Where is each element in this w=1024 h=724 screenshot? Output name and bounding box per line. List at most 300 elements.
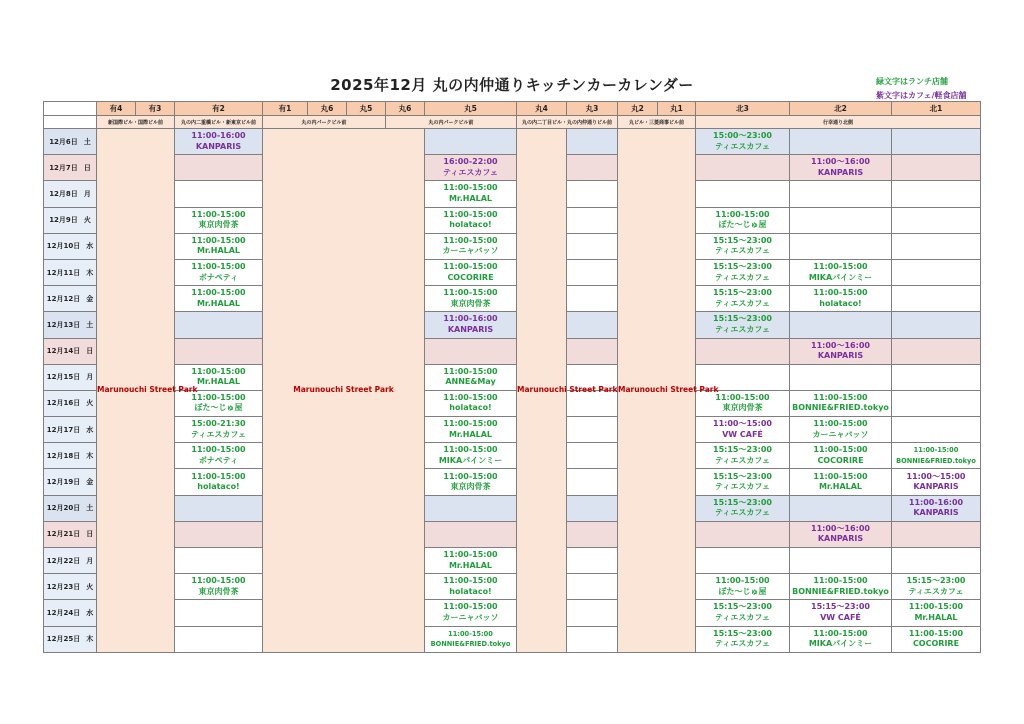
vendor-shop: KANPARIS bbox=[447, 324, 494, 334]
vendor-shop: ティエスカフェ bbox=[191, 429, 246, 439]
vendor-time: 11:00-15:00 bbox=[908, 628, 964, 638]
slot-yu2 bbox=[175, 626, 263, 652]
vendor-time: 15:15～23:00 bbox=[713, 288, 772, 298]
slot-maru5 bbox=[425, 548, 517, 574]
vendor-time: 15:15～23:00 bbox=[906, 576, 966, 586]
vendor-shop: holataco! bbox=[197, 482, 240, 492]
vendor-shop: 東京肉骨茶 bbox=[722, 403, 763, 413]
date-label: 12月16日 bbox=[46, 399, 81, 408]
vendor-shop: ぼた～じゅ屋 bbox=[718, 586, 767, 596]
slot-kita1 bbox=[892, 443, 981, 469]
date-label: 12月12日 bbox=[46, 294, 81, 303]
vendor-time: 11:00～16:00 bbox=[811, 340, 870, 350]
weekday-label: 水 bbox=[86, 242, 94, 251]
slot-kita2 bbox=[790, 233, 892, 259]
slot-maru5 bbox=[425, 207, 517, 233]
weekday-label: 土 bbox=[86, 504, 94, 513]
vendor-time: 11:00-15:00 bbox=[908, 602, 964, 612]
slot-maru5 bbox=[425, 233, 517, 259]
slot-kita1 bbox=[892, 574, 981, 600]
slot-kita3 bbox=[696, 443, 790, 469]
slot-kita3 bbox=[696, 600, 790, 626]
vendor-time: 11:00-15:00 bbox=[191, 262, 246, 272]
date-cell bbox=[44, 155, 97, 181]
weekday-label: 土 bbox=[86, 320, 94, 329]
vendor-time: 15:15～23:00 bbox=[713, 471, 772, 481]
slot-kita1 bbox=[892, 207, 981, 233]
slot-yu2 bbox=[175, 390, 263, 416]
day-row bbox=[44, 417, 981, 443]
date-cell bbox=[44, 207, 97, 233]
location-yu4-yu3: 新国際ビル・国際ビル前 bbox=[97, 116, 175, 129]
street-park-maru2: Marunouchi Street Park bbox=[618, 129, 696, 653]
vendor-time: 11:00-15:00 bbox=[443, 445, 498, 455]
date-cell bbox=[44, 574, 97, 600]
header-row-locations bbox=[44, 116, 981, 129]
vendor-shop: BONNIE&FRIED.tokyo bbox=[430, 640, 511, 649]
calendar-table bbox=[43, 101, 981, 653]
vendor-shop: VW CAFÉ bbox=[820, 612, 861, 622]
header-maru6: 丸6 bbox=[308, 102, 347, 116]
location-kita: 行幸通り北側 bbox=[696, 116, 981, 129]
street-park-maru: Marunouchi Street Park bbox=[263, 129, 425, 653]
vendor-time: 11:00-15:00 bbox=[443, 471, 498, 481]
vendor-shop: ティエスカフェ bbox=[908, 586, 964, 596]
day-row bbox=[44, 626, 981, 652]
slot-kita3 bbox=[696, 574, 790, 600]
vendor-shop: カーニャバッソ bbox=[442, 246, 499, 256]
weekday-label: 金 bbox=[86, 294, 94, 303]
weekday-label: 金 bbox=[86, 478, 94, 487]
vendor-shop: 東京肉骨茶 bbox=[198, 220, 239, 230]
vendor-shop: 東京肉骨茶 bbox=[198, 586, 239, 596]
slot-maru5 bbox=[425, 443, 517, 469]
vendor-time: 11:00-15:00 bbox=[443, 262, 498, 272]
vendor-shop: COCORIRE bbox=[817, 455, 864, 465]
date-cell bbox=[44, 364, 97, 390]
vendor-time: 11:00-15:00 bbox=[715, 576, 770, 586]
date-label: 12月21日 bbox=[46, 530, 81, 539]
vendor-time: 11:00-15:00 bbox=[813, 628, 868, 638]
slot-kita1 bbox=[892, 390, 981, 416]
date-cell bbox=[44, 181, 97, 207]
vendor-time: 11:00～15:00 bbox=[906, 471, 966, 481]
slot-kita2 bbox=[790, 259, 892, 285]
slot-yu2 bbox=[175, 181, 263, 207]
vendor-shop: ティエスカフェ bbox=[715, 612, 770, 622]
slot-kita2 bbox=[790, 390, 892, 416]
slot-yu2 bbox=[175, 129, 263, 155]
date-label: 12月6日 bbox=[49, 137, 78, 146]
day-row bbox=[44, 129, 981, 155]
vendor-shop: ANNE&May bbox=[445, 377, 496, 387]
vendor-shop: ティエスカフェ bbox=[443, 167, 498, 177]
header-yu3: 有3 bbox=[136, 102, 175, 116]
vendor-shop: ボナペティ bbox=[198, 272, 239, 282]
location-yu1-maru5: 丸の内パークビル前 bbox=[263, 116, 386, 129]
vendor-shop: holataco! bbox=[449, 220, 492, 230]
slot-yu2 bbox=[175, 155, 263, 181]
header-row-spots bbox=[44, 102, 981, 116]
date-label: 12月25日 bbox=[46, 635, 81, 644]
header-maru5b: 丸5 bbox=[425, 102, 517, 116]
slot-kita1 bbox=[892, 364, 981, 390]
slot-maru3 bbox=[567, 521, 618, 547]
slot-kita2 bbox=[790, 600, 892, 626]
slot-kita2 bbox=[790, 417, 892, 443]
slot-maru5 bbox=[425, 286, 517, 312]
slot-kita3 bbox=[696, 129, 790, 155]
slot-maru3 bbox=[567, 286, 618, 312]
vendor-shop: ティエスカフェ bbox=[715, 324, 770, 334]
vendor-time: 15:00-21:30 bbox=[191, 419, 246, 429]
vendor-time: 11:00-15:00 bbox=[443, 576, 498, 586]
vendor-time: 15:15～23:00 bbox=[713, 497, 772, 507]
date-cell bbox=[44, 233, 97, 259]
day-row bbox=[44, 233, 981, 259]
weekday-label: 火 bbox=[86, 582, 94, 591]
slot-maru3 bbox=[567, 600, 618, 626]
slot-kita3 bbox=[696, 469, 790, 495]
slot-maru5 bbox=[425, 626, 517, 652]
street-park-maru4: Marunouchi Street Park bbox=[517, 129, 567, 653]
vendor-time: 11:00-15:00 bbox=[443, 366, 498, 376]
vendor-shop: Mr.HALAL bbox=[914, 612, 958, 622]
vendor-shop: VW CAFÉ bbox=[722, 429, 763, 439]
vendor-time: 11:00-16:00 bbox=[908, 497, 964, 507]
slot-yu2 bbox=[175, 469, 263, 495]
vendor-time: 15:15～23:00 bbox=[811, 602, 870, 612]
weekday-label: 木 bbox=[86, 268, 94, 277]
location-maru4-maru3: 丸の内二丁目ビル・丸の内仲通りビル前 bbox=[517, 116, 618, 129]
vendor-shop: ボナペティ bbox=[198, 455, 239, 465]
date-label: 12月8日 bbox=[49, 189, 78, 198]
vendor-shop: MIKAパインミー bbox=[808, 272, 873, 282]
vendor-time: 11:00-15:00 bbox=[443, 235, 498, 245]
day-row bbox=[44, 443, 981, 469]
vendor-time: 15:15～23:00 bbox=[713, 314, 772, 324]
vendor-shop: Mr.HALAL bbox=[448, 193, 493, 203]
header-maru2: 丸2 bbox=[618, 102, 658, 116]
slot-yu2 bbox=[175, 338, 263, 364]
day-row bbox=[44, 155, 981, 181]
vendor-time: 11:00-15:00 bbox=[913, 446, 959, 455]
header-kita2: 北2 bbox=[790, 102, 892, 116]
slot-kita1 bbox=[892, 286, 981, 312]
slot-kita2 bbox=[790, 286, 892, 312]
slot-maru3 bbox=[567, 574, 618, 600]
date-label: 12月15日 bbox=[46, 373, 81, 382]
header-kita1: 北1 bbox=[892, 102, 981, 116]
slot-kita3 bbox=[696, 155, 790, 181]
date-label: 12月22日 bbox=[46, 556, 81, 565]
location-yu2: 丸の内二重橋ビル・新東京ビル前 bbox=[175, 116, 263, 129]
date-label: 12月14日 bbox=[46, 347, 81, 356]
slot-maru3 bbox=[567, 233, 618, 259]
slot-kita3 bbox=[696, 548, 790, 574]
vendor-shop: ティエスカフェ bbox=[715, 298, 770, 308]
date-label: 12月17日 bbox=[46, 425, 81, 434]
day-row bbox=[44, 495, 981, 521]
vendor-time: 16:00-22:00 bbox=[443, 157, 498, 167]
header-maru4: 丸4 bbox=[517, 102, 567, 116]
date-cell bbox=[44, 286, 97, 312]
date-label: 12月24日 bbox=[46, 608, 81, 617]
date-cell bbox=[44, 443, 97, 469]
slot-kita1 bbox=[892, 259, 981, 285]
vendor-shop: KANPARIS bbox=[817, 167, 864, 177]
slot-maru3 bbox=[567, 338, 618, 364]
slot-kita3 bbox=[696, 207, 790, 233]
vendor-shop: COCORIRE bbox=[912, 639, 960, 649]
slot-kita3 bbox=[696, 417, 790, 443]
date-label: 12月10日 bbox=[46, 242, 81, 251]
vendor-time: 11:00-15:00 bbox=[191, 235, 246, 245]
vendor-shop: ティエスカフェ bbox=[715, 639, 770, 649]
weekday-label: 木 bbox=[86, 451, 94, 460]
vendor-shop: BONNIE&FRIED.tokyo bbox=[792, 403, 889, 413]
vendor-shop: Mr.HALAL bbox=[196, 246, 241, 256]
slot-kita3 bbox=[696, 495, 790, 521]
header-blank bbox=[44, 102, 97, 116]
vendor-shop: BONNIE&FRIED.tokyo bbox=[896, 456, 976, 465]
slot-maru5 bbox=[425, 155, 517, 181]
header-yu2: 有2 bbox=[175, 102, 263, 116]
slot-maru3 bbox=[567, 469, 618, 495]
date-cell bbox=[44, 469, 97, 495]
day-row bbox=[44, 390, 981, 416]
date-label: 12月18日 bbox=[46, 451, 81, 460]
vendor-time: 11:00-15:00 bbox=[191, 366, 246, 376]
vendor-time: 11:00-15:00 bbox=[715, 392, 770, 402]
weekday-label: 木 bbox=[86, 635, 94, 644]
vendor-shop: 東京肉骨茶 bbox=[450, 482, 491, 492]
day-row bbox=[44, 259, 981, 285]
slot-kita3 bbox=[696, 390, 790, 416]
weekday-label: 日 bbox=[86, 530, 94, 539]
slot-yu2 bbox=[175, 548, 263, 574]
slot-kita3 bbox=[696, 521, 790, 547]
vendor-shop: KANPARIS bbox=[195, 141, 242, 151]
vendor-time: 11:00～16:00 bbox=[811, 523, 870, 533]
vendor-time: 11:00-15:00 bbox=[813, 288, 868, 298]
slot-yu2 bbox=[175, 207, 263, 233]
slot-kita2 bbox=[790, 129, 892, 155]
vendor-shop: カーニャバッソ bbox=[812, 429, 869, 439]
header-maru6b: 丸6 bbox=[386, 102, 425, 116]
day-row bbox=[44, 600, 981, 626]
vendor-time: 15:15～23:00 bbox=[713, 235, 772, 245]
date-cell bbox=[44, 626, 97, 652]
vendor-shop: KANPARIS bbox=[913, 508, 959, 518]
day-row bbox=[44, 286, 981, 312]
vendor-time: 15:15～23:00 bbox=[713, 628, 772, 638]
header-kita3: 北3 bbox=[696, 102, 790, 116]
page-title: 2025年12月 丸の内仲通りキッチンカーカレンダー bbox=[330, 76, 694, 94]
vendor-shop: ティエスカフェ bbox=[715, 455, 770, 465]
street-park-yu: Marunouchi Street Park bbox=[97, 129, 175, 653]
slot-maru3 bbox=[567, 259, 618, 285]
date-cell bbox=[44, 390, 97, 416]
header-maru1: 丸1 bbox=[658, 102, 696, 116]
vendor-time: 15:15～23:00 bbox=[713, 602, 772, 612]
slot-kita2 bbox=[790, 338, 892, 364]
slot-yu2 bbox=[175, 312, 263, 338]
slot-maru5 bbox=[425, 495, 517, 521]
date-cell bbox=[44, 495, 97, 521]
vendor-time: 11:00-15:00 bbox=[191, 445, 246, 455]
date-cell bbox=[44, 521, 97, 547]
slot-maru5 bbox=[425, 600, 517, 626]
date-cell bbox=[44, 417, 97, 443]
vendor-shop: Mr.HALAL bbox=[448, 429, 493, 439]
header-yu1: 有1 bbox=[263, 102, 308, 116]
vendor-shop: Mr.HALAL bbox=[196, 298, 241, 308]
header-yu4: 有4 bbox=[97, 102, 136, 116]
slot-yu2 bbox=[175, 495, 263, 521]
vendor-time: 11:00-15:00 bbox=[443, 392, 498, 402]
header-maru5: 丸5 bbox=[347, 102, 386, 116]
weekday-label: 土 bbox=[83, 137, 91, 146]
slot-kita2 bbox=[790, 574, 892, 600]
vendor-shop: KANPARIS bbox=[817, 534, 864, 544]
slot-maru5 bbox=[425, 129, 517, 155]
date-label: 12月19日 bbox=[46, 478, 81, 487]
slot-maru3 bbox=[567, 443, 618, 469]
vendor-shop: MIKAパインミー bbox=[438, 455, 503, 465]
vendor-time: 11:00-15:00 bbox=[191, 392, 246, 402]
slot-maru3 bbox=[567, 548, 618, 574]
vendor-shop: Mr.HALAL bbox=[448, 560, 493, 570]
slot-kita1 bbox=[892, 181, 981, 207]
slot-kita2 bbox=[790, 443, 892, 469]
slot-yu2 bbox=[175, 600, 263, 626]
vendor-shop: ティエスカフェ bbox=[715, 508, 770, 518]
slot-kita1 bbox=[892, 495, 981, 521]
slot-kita3 bbox=[696, 286, 790, 312]
vendor-shop: ぼた～じゅ屋 bbox=[718, 220, 767, 230]
vendor-shop: Mr.HALAL bbox=[818, 482, 863, 492]
weekday-label: 日 bbox=[83, 163, 91, 172]
slot-kita1 bbox=[892, 338, 981, 364]
slot-maru3 bbox=[567, 155, 618, 181]
day-row bbox=[44, 181, 981, 207]
weekday-label: 水 bbox=[86, 425, 94, 434]
date-label: 12月7日 bbox=[49, 163, 78, 172]
slot-kita1 bbox=[892, 233, 981, 259]
header-blank bbox=[44, 116, 97, 129]
slot-kita2 bbox=[790, 548, 892, 574]
slot-yu2 bbox=[175, 259, 263, 285]
slot-kita2 bbox=[790, 181, 892, 207]
slot-maru3 bbox=[567, 181, 618, 207]
date-cell bbox=[44, 600, 97, 626]
vendor-time: 11:00-15:00 bbox=[191, 471, 246, 481]
weekday-label: 月 bbox=[86, 373, 94, 382]
vendor-time: 11:00-16:00 bbox=[443, 314, 498, 324]
vendor-time: 11:00-15:00 bbox=[191, 288, 246, 298]
vendor-shop: holataco! bbox=[449, 586, 492, 596]
vendor-shop: 東京肉骨茶 bbox=[450, 298, 491, 308]
vendor-shop: ティエスカフェ bbox=[715, 482, 770, 492]
vendor-time: 11:00～16:00 bbox=[811, 157, 870, 167]
slot-kita2 bbox=[790, 469, 892, 495]
slot-kita1 bbox=[892, 521, 981, 547]
slot-kita3 bbox=[696, 181, 790, 207]
day-row bbox=[44, 469, 981, 495]
slot-yu2 bbox=[175, 417, 263, 443]
slot-kita1 bbox=[892, 312, 981, 338]
vendor-time: 11:00～15:00 bbox=[713, 419, 772, 429]
slot-maru3 bbox=[567, 390, 618, 416]
slot-kita2 bbox=[790, 626, 892, 652]
slot-maru3 bbox=[567, 312, 618, 338]
vendor-shop: カーニャバッソ bbox=[442, 612, 499, 622]
vendor-time: 11:00-15:00 bbox=[443, 183, 498, 193]
slot-yu2 bbox=[175, 233, 263, 259]
vendor-shop: ティエスカフェ bbox=[715, 272, 770, 282]
slot-maru5 bbox=[425, 181, 517, 207]
date-cell bbox=[44, 338, 97, 364]
slot-kita1 bbox=[892, 469, 981, 495]
legend-cafe: 紫文字はカフェ/軽食店舗 bbox=[876, 91, 967, 100]
slot-kita2 bbox=[790, 155, 892, 181]
vendor-time: 11:00-15:00 bbox=[443, 288, 498, 298]
slot-maru3 bbox=[567, 207, 618, 233]
slot-kita2 bbox=[790, 495, 892, 521]
vendor-shop: Mr.HALAL bbox=[196, 377, 241, 387]
slot-kita3 bbox=[696, 626, 790, 652]
slot-maru3 bbox=[567, 495, 618, 521]
weekday-label: 火 bbox=[86, 399, 94, 408]
slot-kita3 bbox=[696, 338, 790, 364]
vendor-shop: ぼた～じゅ屋 bbox=[194, 403, 243, 413]
slot-kita3 bbox=[696, 312, 790, 338]
slot-yu2 bbox=[175, 574, 263, 600]
vendor-shop: holataco! bbox=[819, 298, 862, 308]
vendor-shop: ティエスカフェ bbox=[715, 246, 770, 256]
slot-maru5 bbox=[425, 364, 517, 390]
day-row bbox=[44, 574, 981, 600]
weekday-label: 水 bbox=[86, 608, 94, 617]
slot-maru5 bbox=[425, 338, 517, 364]
slot-yu2 bbox=[175, 443, 263, 469]
vendor-time: 15:00～23:00 bbox=[713, 131, 772, 141]
slot-kita2 bbox=[790, 312, 892, 338]
vendor-shop: KANPARIS bbox=[913, 482, 959, 492]
slot-kita2 bbox=[790, 207, 892, 233]
vendor-time: 11:00-15:00 bbox=[813, 392, 868, 402]
date-cell bbox=[44, 259, 97, 285]
slot-kita1 bbox=[892, 548, 981, 574]
slot-kita2 bbox=[790, 521, 892, 547]
legend-lunch: 緑文字はランチ店舗 bbox=[876, 77, 948, 86]
day-row bbox=[44, 338, 981, 364]
vendor-time: 11:00-15:00 bbox=[813, 262, 868, 272]
slot-maru5 bbox=[425, 521, 517, 547]
slot-maru3 bbox=[567, 417, 618, 443]
slot-yu2 bbox=[175, 521, 263, 547]
weekday-label: 月 bbox=[83, 189, 91, 198]
date-cell bbox=[44, 312, 97, 338]
slot-maru5 bbox=[425, 417, 517, 443]
slot-yu2 bbox=[175, 286, 263, 312]
slot-kita1 bbox=[892, 155, 981, 181]
slot-maru3 bbox=[567, 129, 618, 155]
vendor-time: 11:00-15:00 bbox=[191, 576, 246, 586]
vendor-time: 11:00-15:00 bbox=[191, 209, 246, 219]
vendor-time: 15:15～23:00 bbox=[713, 262, 772, 272]
